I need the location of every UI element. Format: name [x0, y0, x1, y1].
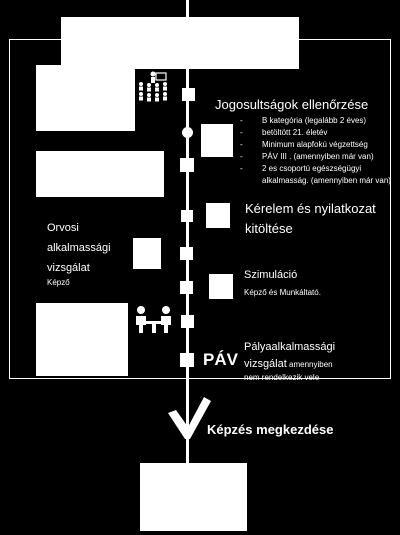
jogosultsag-title: Jogosultságok ellenőrzése: [215, 97, 369, 112]
orvosi-title: Orvosi alkalmassági vizsgálat Képző: [47, 222, 111, 287]
timeline-node-2: [180, 158, 194, 172]
left-box-2: [36, 151, 164, 197]
timeline-node-7: [180, 353, 194, 367]
meeting-table-icon: [133, 305, 175, 335]
left-box-1: [36, 65, 135, 131]
kerelem-title: Kérelem és nyilatkozat kitöltése: [245, 201, 376, 236]
kepzes-label: Képzés megkezdése: [207, 422, 334, 437]
timeline-node-1: [182, 88, 195, 101]
jogosultsag-item: - B kategória (legalább 2 éves): [240, 116, 367, 125]
jogosultsag-item: - PÁV III . (amennyiben már van): [240, 152, 374, 161]
step-box-orvosi: [133, 238, 161, 269]
step-box-jogosultsag: [201, 124, 233, 157]
pav-logo: PÁV: [203, 350, 238, 369]
presentation-audience-icon: [136, 70, 172, 104]
jogosultsag-item: - Minimum alapfokú végzettség: [240, 140, 368, 149]
jogosultsag-item: - 2 es csoportú egészségügyi alkalmasság. (amennyiben már van): [240, 164, 391, 185]
jogosultsag-item: - betöltött 21. életév: [240, 128, 328, 137]
jogosultsag-list: [240, 115, 392, 187]
step-box-szimulacio: [209, 274, 233, 299]
timeline-node-4: [180, 247, 193, 260]
timeline-node-6: [181, 315, 194, 328]
header-box: [61, 17, 299, 69]
szimulacio-title: Szimuláció Képző és Munkáltató.: [244, 269, 321, 297]
pav-title: Pályaalkalmassági vizsgálat amennyiben nem rendelkezik vele: [244, 341, 336, 382]
step-box-kerelem: [206, 203, 230, 228]
left-box-3: [36, 303, 128, 376]
timeline-node-3: [181, 210, 193, 222]
timeline-node-hub: [182, 127, 193, 138]
timeline-node-5: [180, 281, 193, 294]
final-box: [140, 463, 247, 531]
